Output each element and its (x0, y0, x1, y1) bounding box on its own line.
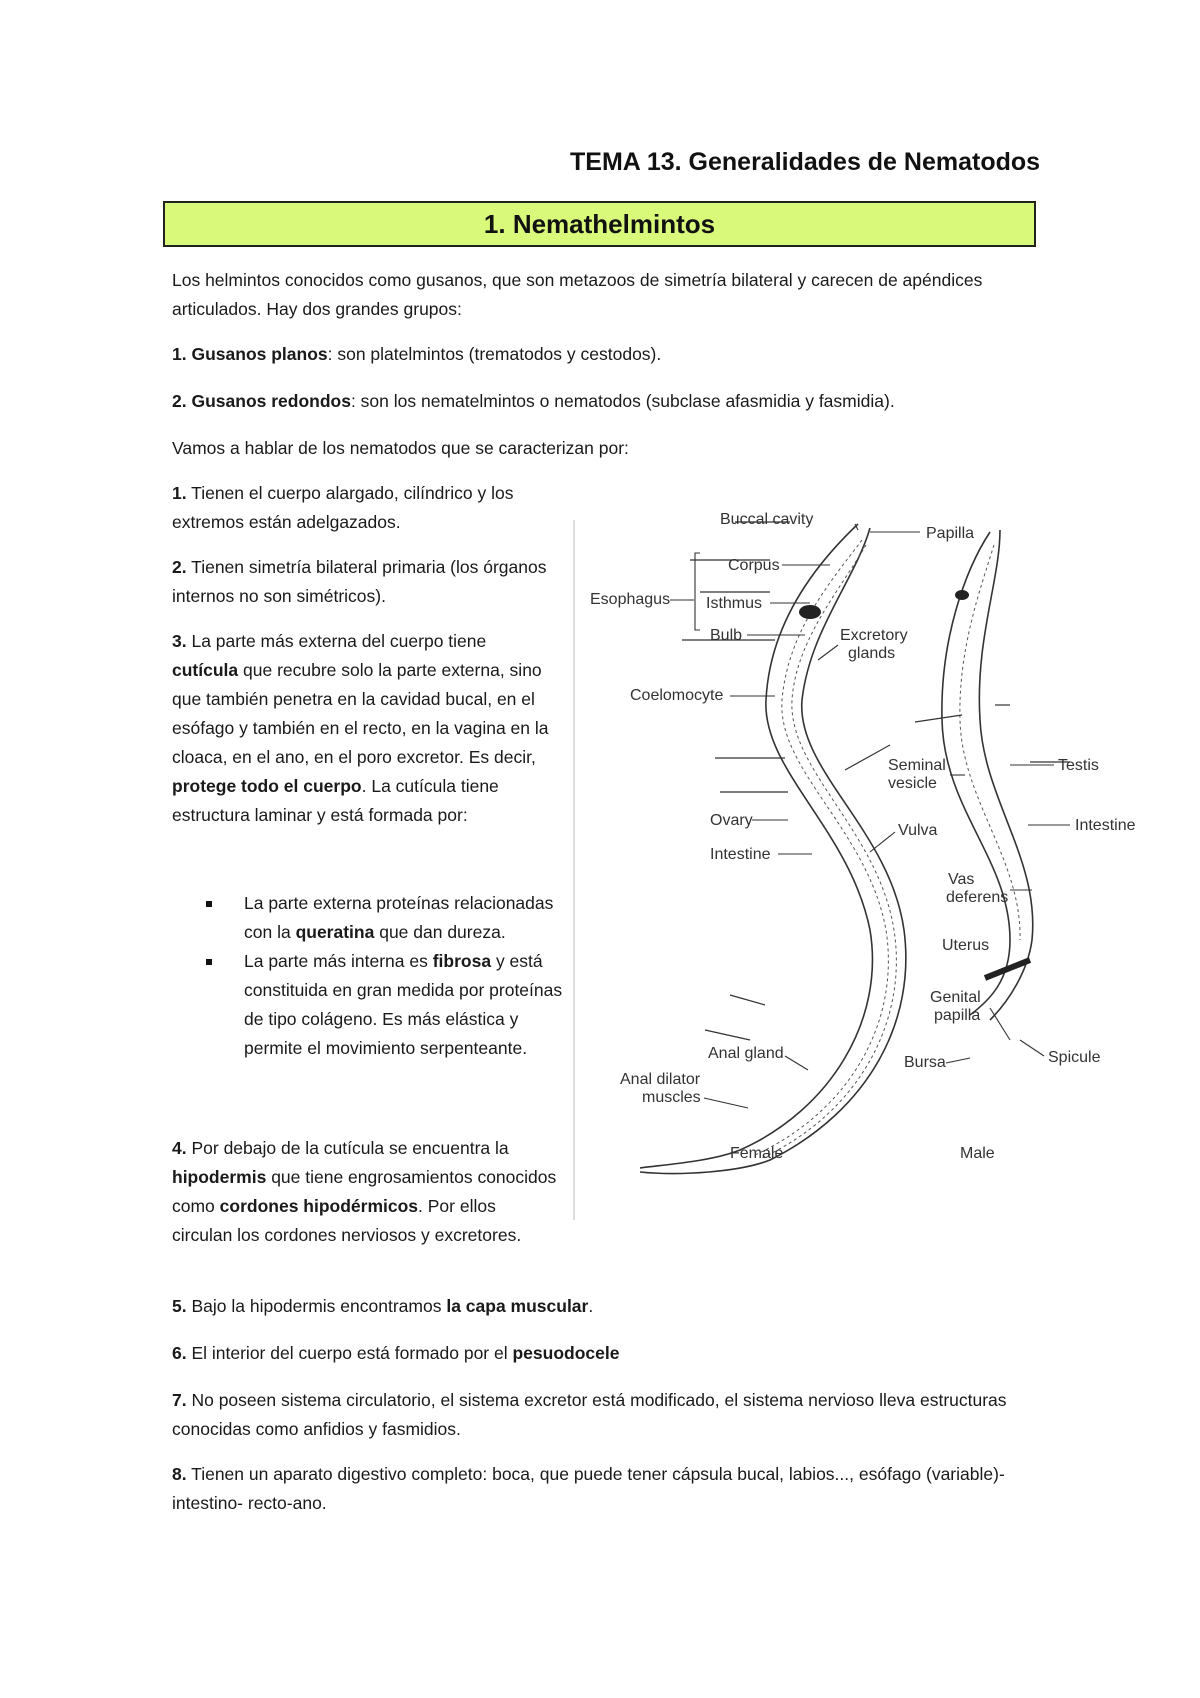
feature-text: No poseen sistema circulatorio, el sistema excretor está modificado, el sistema nervioso lleva estructuras conocidas como anfidios y fasmidios. (172, 1390, 1007, 1439)
label-vas-deferens-1: Vas (948, 871, 975, 888)
feature-number: 4. (172, 1138, 187, 1158)
keyword: queratina (295, 922, 375, 942)
list-item (200, 889, 570, 947)
keyword: la capa muscular (446, 1296, 589, 1316)
cuticle-layers-list (200, 889, 570, 1063)
keyword: pesuodocele (512, 1343, 620, 1363)
feature-number: 8. (172, 1464, 187, 1484)
feature-4 (172, 1134, 557, 1250)
label-spicule: Spicule (1048, 1049, 1101, 1066)
feature-8 (172, 1460, 1042, 1518)
page-title: TEMA 13. Generalidades de Nematodos (570, 148, 1041, 176)
feature-3 (172, 627, 557, 830)
label-intestine-male: Intestine (1075, 817, 1136, 834)
group-item-1 (172, 340, 1042, 369)
label-anal-gland: Anal gland (708, 1045, 784, 1062)
section-heading-box (163, 201, 1036, 247)
label-seminal-vesicle-1: Seminal (888, 757, 946, 774)
feature-2 (172, 553, 557, 611)
group-item-2 (172, 387, 1042, 416)
label-anal-dilator-2: muscles (642, 1089, 701, 1106)
lead-paragraph: Vamos a hablar de los nematodos que se caracterizan por: (172, 438, 629, 458)
feature-7 (172, 1386, 1042, 1444)
feature-number: 6. (172, 1343, 187, 1363)
feature-number: 2. (172, 557, 187, 577)
feature-text: . Por ellos circulan los cordones nerviosos y excretores. (172, 1196, 522, 1245)
leader-line (785, 1056, 808, 1070)
list-item (200, 947, 570, 1063)
feature-text: que tiene engrosamientos conocidos como (172, 1167, 557, 1216)
keyword: hipodermis (172, 1167, 267, 1187)
leader-line (855, 524, 858, 530)
label-bulb: Bulb (710, 627, 743, 644)
feature-text: Tienen un aparato digestivo completo: boca, que puede tener cápsula bucal, labios..., esófago (variable)- intestino- recto-ano. (172, 1464, 1005, 1513)
keyword: cutícula (172, 660, 239, 680)
label-isthmus: Isthmus (706, 595, 763, 612)
feature-6 (172, 1339, 1042, 1368)
feature-number: 5. (172, 1296, 187, 1316)
keyword: fibrosa (432, 951, 492, 971)
leader-line (946, 1058, 970, 1063)
leader-line (870, 832, 895, 852)
feature-text: El interior del cuerpo está formado por el (186, 1343, 513, 1363)
label-genital-papilla-2: papilla (934, 1007, 981, 1024)
label-excretory-glands-1: Excretory (840, 627, 908, 644)
label-esophagus: Esophagus (590, 591, 671, 608)
label-bursa: Bursa (904, 1054, 946, 1071)
keyword: protege todo el cuerpo (172, 776, 362, 796)
feature-number: 7. (172, 1390, 187, 1410)
feature-number: 3. (172, 631, 187, 651)
group-term: Gusanos planos (191, 344, 328, 364)
feature-text: Bajo la hipodermis encontramos (186, 1296, 447, 1316)
label-buccal-cavity: Buccal cavity (720, 511, 814, 528)
list-text: La parte más interna es (244, 951, 433, 971)
label-seminal-vesicle-2: vesicle (888, 775, 937, 792)
label-vulva: Vulva (898, 822, 938, 839)
label-uterus: Uterus (942, 937, 990, 954)
group-text: : son platelmintos (trematodos y cestodos). (327, 344, 662, 364)
group-number: 1. (172, 344, 187, 364)
esophagus-bracket (695, 553, 700, 630)
feature-text: Tienen el cuerpo alargado, cilíndrico y los extremos están adelgazados. (172, 483, 514, 532)
label-ovary: Ovary (710, 812, 753, 829)
keyword: cordones hipodérmicos (219, 1196, 419, 1216)
feature-text: Por debajo de la cutícula se encuentra la (186, 1138, 509, 1158)
feature-1 (172, 479, 557, 537)
feature-number: 1. (172, 483, 187, 503)
label-genital-papilla-1: Genital (930, 989, 981, 1006)
label-excretory-glands-2: glands (848, 645, 896, 662)
section-heading: 1. Nemathelmintos (483, 208, 716, 239)
label-corpus: Corpus (728, 557, 780, 574)
feature-text: La parte más externa del cuerpo tiene (186, 631, 487, 651)
intro-paragraph: Los helmintos conocidos como gusanos, que son metazoos de simetría bilateral y carecen de apéndices articulados. Hay dos grandes grupos: (172, 270, 983, 319)
leader-line (1020, 1040, 1044, 1056)
label-coelomocyte: Coelomocyte (630, 687, 724, 704)
group-term: Gusanos redondos (191, 391, 351, 411)
list-text: que dan dureza. (374, 922, 506, 942)
feature-text: . (588, 1296, 594, 1316)
feature-5 (172, 1292, 1042, 1321)
leader-line (990, 1008, 1010, 1040)
list-text: y está constituida en gran medida por proteínas de tipo colágeno. Es más elástica y permite el movimiento serpenteante. (244, 951, 563, 1058)
label-testis: Testis (1058, 757, 1099, 774)
label-intestine-female: Intestine (710, 846, 771, 863)
label-papilla: Papilla (926, 525, 975, 542)
leader-line (704, 1098, 748, 1108)
label-male: Male (960, 1145, 995, 1162)
label-anal-dilator-1: Anal dilator (620, 1071, 701, 1088)
group-number: 2. (172, 391, 187, 411)
label-vas-deferens-2: deferens (946, 889, 1009, 906)
list-text: La parte externa proteínas relacionadas con la (244, 893, 554, 942)
label-female: Female (730, 1145, 784, 1162)
feature-text: Tienen simetría bilateral primaria (los órganos internos no son simétricos). (172, 557, 547, 606)
feature-text: que recubre solo la parte externa, sino que también penetra en la cavidad bucal, en el esófago y también en el recto, en la vagina en la cloaca, en el ano, en el poro excretor. Es decir, (172, 660, 549, 767)
group-text: : son los nematelmintos o nematodos (subclase afasmidia y fasmidia). (350, 391, 895, 411)
leader-line (818, 645, 838, 660)
feature-text: . La cutícula tiene estructura laminar y está formada por: (172, 776, 499, 825)
figure-label-layer (570, 460, 1180, 1220)
